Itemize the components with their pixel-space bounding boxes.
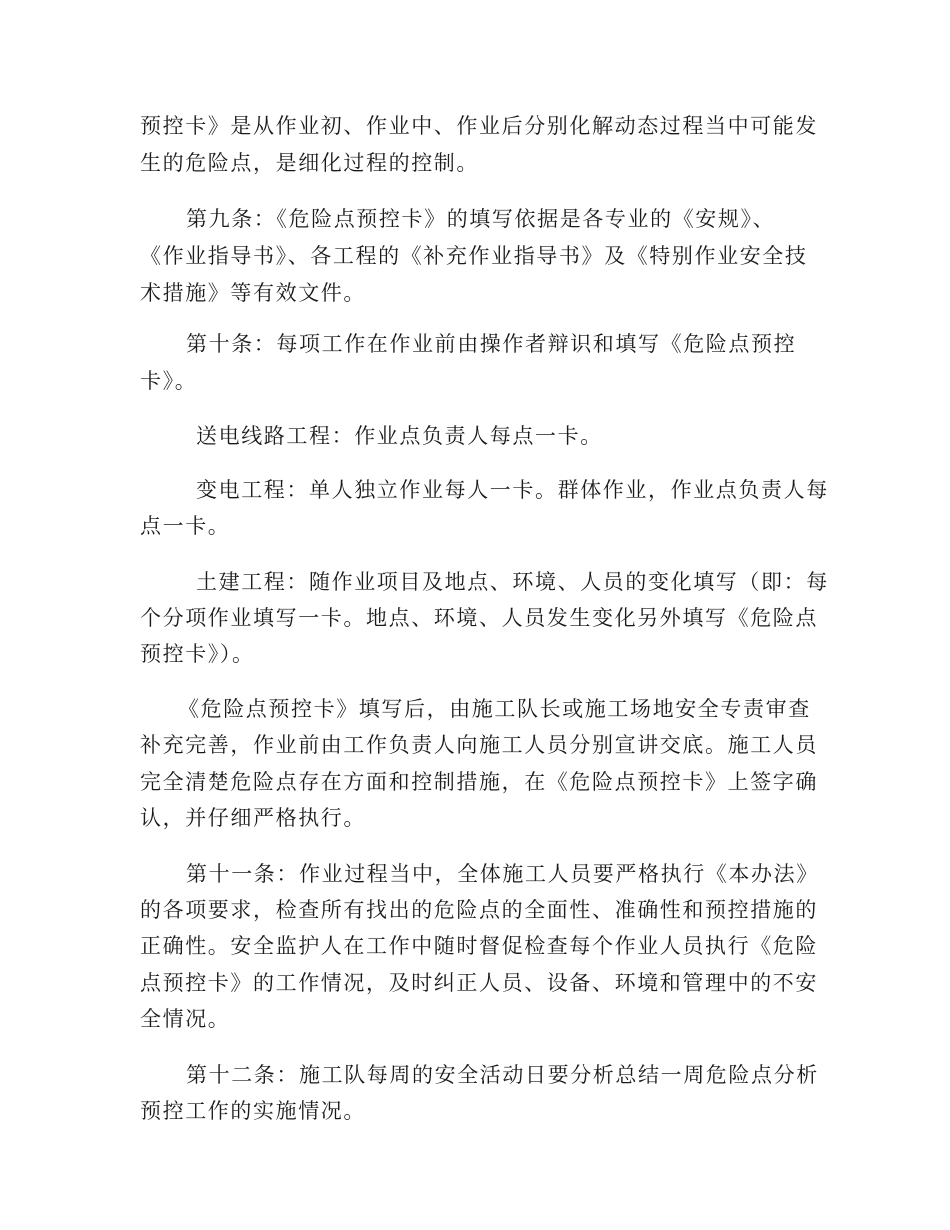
paragraph-line: 点一卡。 (140, 514, 231, 538)
paragraph-line: 认，并仔细严格执行。 (140, 806, 366, 830)
paragraph-line: 术措施》等有效文件。 (140, 281, 366, 305)
paragraph-line: 预控卡》）。 (140, 642, 255, 666)
paragraph-line: 送电线路工程：作业点负责人每点一卡。 (196, 424, 603, 448)
paragraph-line: 预控工作的实施情况。 (140, 1099, 366, 1123)
paragraph-line: 点预控卡》的工作情况，及时纠正人员、设备、环境和管理中的不安 (140, 971, 818, 995)
article-9-heading-line: 第九条：《危险点预控卡》的填写依据是各专业的《安规》、 (186, 207, 776, 231)
paragraph-line: 的各项要求，检查所有找出的危险点的全面性、准确性和预控措施的 (140, 898, 818, 922)
paragraph-line: 预控卡》是从作业初、作业中、作业后分别化解动态过程当中可能发 (140, 114, 818, 138)
paragraph-line: 补充完善，作业前由工作负责人向施工人员分别宣讲交底。施工人员 (140, 733, 818, 757)
paragraph-line: 卡》。 (140, 369, 198, 393)
paragraph-line: 个分项作业填写一卡。地点、环境、人员发生变化另外填写《危险点 (140, 606, 818, 630)
paragraph-line: 正确性。安全监护人在工作中随时督促检查每个作业人员执行《危险 (140, 934, 818, 958)
article-10-heading-line: 第十条：每项工作在作业前由操作者辩识和填写《危险点预控 (186, 332, 797, 356)
paragraph-line: 《危险点预控卡》填写后，由施工队长或施工场地安全专责审查 (178, 697, 811, 721)
paragraph-line: 完全清楚危险点存在方面和控制措施，在《危险点预控卡》上签字确 (140, 770, 818, 794)
article-11-heading-line: 第十一条：作业过程当中，全体施工人员要严格执行《本办法》 (186, 862, 819, 886)
paragraph-line: 土建工程：随作业项目及地点、环境、人员的变化填写（即：每 (196, 570, 829, 594)
paragraph-line: 全情况。 (140, 1007, 231, 1031)
paragraph-line: 生的危险点，是细化过程的控制。 (140, 151, 479, 175)
article-12-heading-line: 第十二条：施工队每周的安全活动日要分析总结一周危险点分析 (186, 1063, 819, 1087)
paragraph-line: 《作业指导书》、各工程的《补充作业指导书》及《特别作业安全技 (140, 244, 808, 268)
paragraph-line: 变电工程：单人独立作业每人一卡。群体作业，作业点负责人每 (196, 478, 829, 502)
